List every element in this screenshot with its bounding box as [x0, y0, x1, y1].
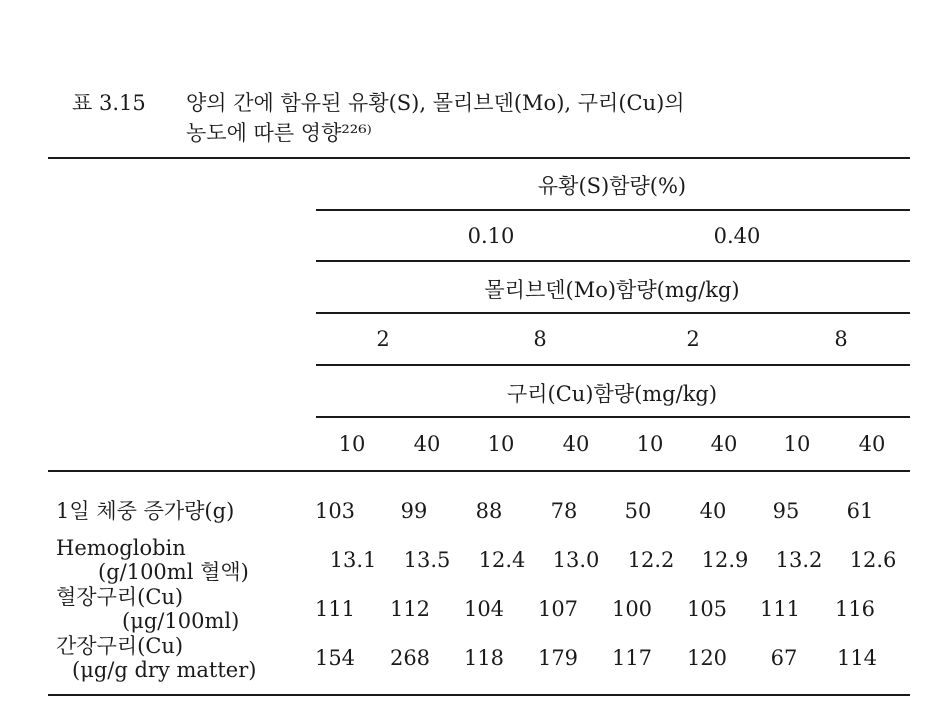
mo-header: 몰리브덴(Mo)함량(mg/kg) — [484, 278, 740, 302]
row-label-liver-copper-text: 간장구리(Cu) — [56, 634, 184, 658]
sulfur-level-1: 0.10 — [467, 224, 515, 248]
row-label-weight-gain-text: 1일 체중 증가량(g) — [56, 499, 235, 523]
cell-r1-c2: 99 — [400, 499, 428, 523]
top-rule — [48, 157, 910, 159]
cell-r1-c5: 50 — [624, 499, 652, 523]
cu-level-6: 40 — [710, 432, 738, 456]
cell-r4-c6: 120 — [686, 646, 728, 670]
cell-r4-c3: 118 — [463, 646, 505, 670]
sulfur-level-2: 0.40 — [713, 224, 761, 248]
cell-r4-c2: 268 — [389, 646, 431, 670]
cell-r3-c4: 107 — [537, 597, 579, 621]
cell-r3-c3: 104 — [463, 597, 505, 621]
row-label-liver-copper — [56, 634, 256, 682]
cell-r2-c3: 12.4 — [478, 548, 526, 572]
cell-r1-c4: 78 — [550, 499, 578, 523]
cell-r3-c2: 112 — [389, 597, 431, 621]
cell-r4-c5: 117 — [611, 646, 653, 670]
cell-r4-c8: 114 — [836, 646, 878, 670]
cell-r1-c3: 88 — [475, 499, 503, 523]
table-title-line1: 양의 간에 함유된 유황(S), 몰리브덴(Mo), 구리(Cu)의 — [186, 91, 685, 115]
sulfur-rule — [316, 209, 910, 211]
cu-level-5: 10 — [636, 432, 664, 456]
cell-r1-c7: 95 — [772, 499, 800, 523]
row-label-hemoglobin-text: Hemoglobin — [56, 536, 186, 560]
table-caption — [72, 88, 685, 148]
cell-r3-c1: 111 — [314, 597, 356, 621]
cell-r3-c6: 105 — [686, 597, 728, 621]
table-title-line2: 농도에 따른 영향²²⁶⁾ — [186, 121, 372, 145]
mo-level-1: 2 — [376, 327, 390, 351]
cu-level-8: 40 — [858, 432, 886, 456]
cell-r3-c5: 100 — [611, 597, 653, 621]
mo-rule — [316, 312, 910, 314]
cell-r3-c7: 111 — [759, 597, 801, 621]
cu-header: 구리(Cu)함량(mg/kg) — [506, 382, 718, 406]
row-label-plasma-copper-unit: (μg/100ml) — [122, 609, 240, 633]
sulfur-level-rule — [316, 260, 910, 262]
cell-r2-c2: 13.5 — [403, 548, 451, 572]
cell-r1-c1: 103 — [314, 499, 356, 523]
cu-level-7: 10 — [783, 432, 811, 456]
cell-r4-c4: 179 — [537, 646, 579, 670]
row-label-liver-copper-unit: (μg/g dry matter) — [72, 658, 257, 682]
cu-rule — [316, 416, 910, 418]
mo-level-4: 8 — [834, 327, 848, 351]
row-label-weight-gain — [56, 499, 234, 523]
cell-r4-c1: 154 — [314, 646, 356, 670]
cell-r2-c7: 13.2 — [775, 548, 823, 572]
cell-r2-c8: 12.6 — [849, 548, 897, 572]
cell-r2-c1: 13.1 — [329, 548, 377, 572]
mo-level-3: 2 — [686, 327, 700, 351]
cu-level-2: 40 — [413, 432, 441, 456]
header-body-rule — [48, 470, 910, 472]
mo-level-rule — [316, 364, 910, 366]
row-label-plasma-copper-text: 혈장구리(Cu) — [56, 585, 184, 609]
row-label-hemoglobin-unit: (g/100ml 혈액) — [98, 560, 249, 584]
cu-level-3: 10 — [487, 432, 515, 456]
row-label-plasma-copper — [56, 585, 239, 633]
sulfur-header: 유황(S)함량(%) — [537, 174, 687, 198]
bottom-rule — [48, 694, 910, 696]
mo-level-2: 8 — [533, 327, 547, 351]
cu-level-1: 10 — [338, 432, 366, 456]
cell-r4-c7: 67 — [770, 646, 798, 670]
cu-level-4: 40 — [562, 432, 590, 456]
table-number: 표 3.15 — [72, 91, 146, 115]
cell-r1-c8: 61 — [846, 499, 874, 523]
cell-r2-c6: 12.9 — [701, 548, 749, 572]
cell-r1-c6: 40 — [699, 499, 727, 523]
cell-r2-c4: 13.0 — [552, 548, 600, 572]
cell-r2-c5: 12.2 — [627, 548, 675, 572]
row-label-hemoglobin — [56, 536, 249, 584]
cell-r3-c8: 116 — [834, 597, 876, 621]
